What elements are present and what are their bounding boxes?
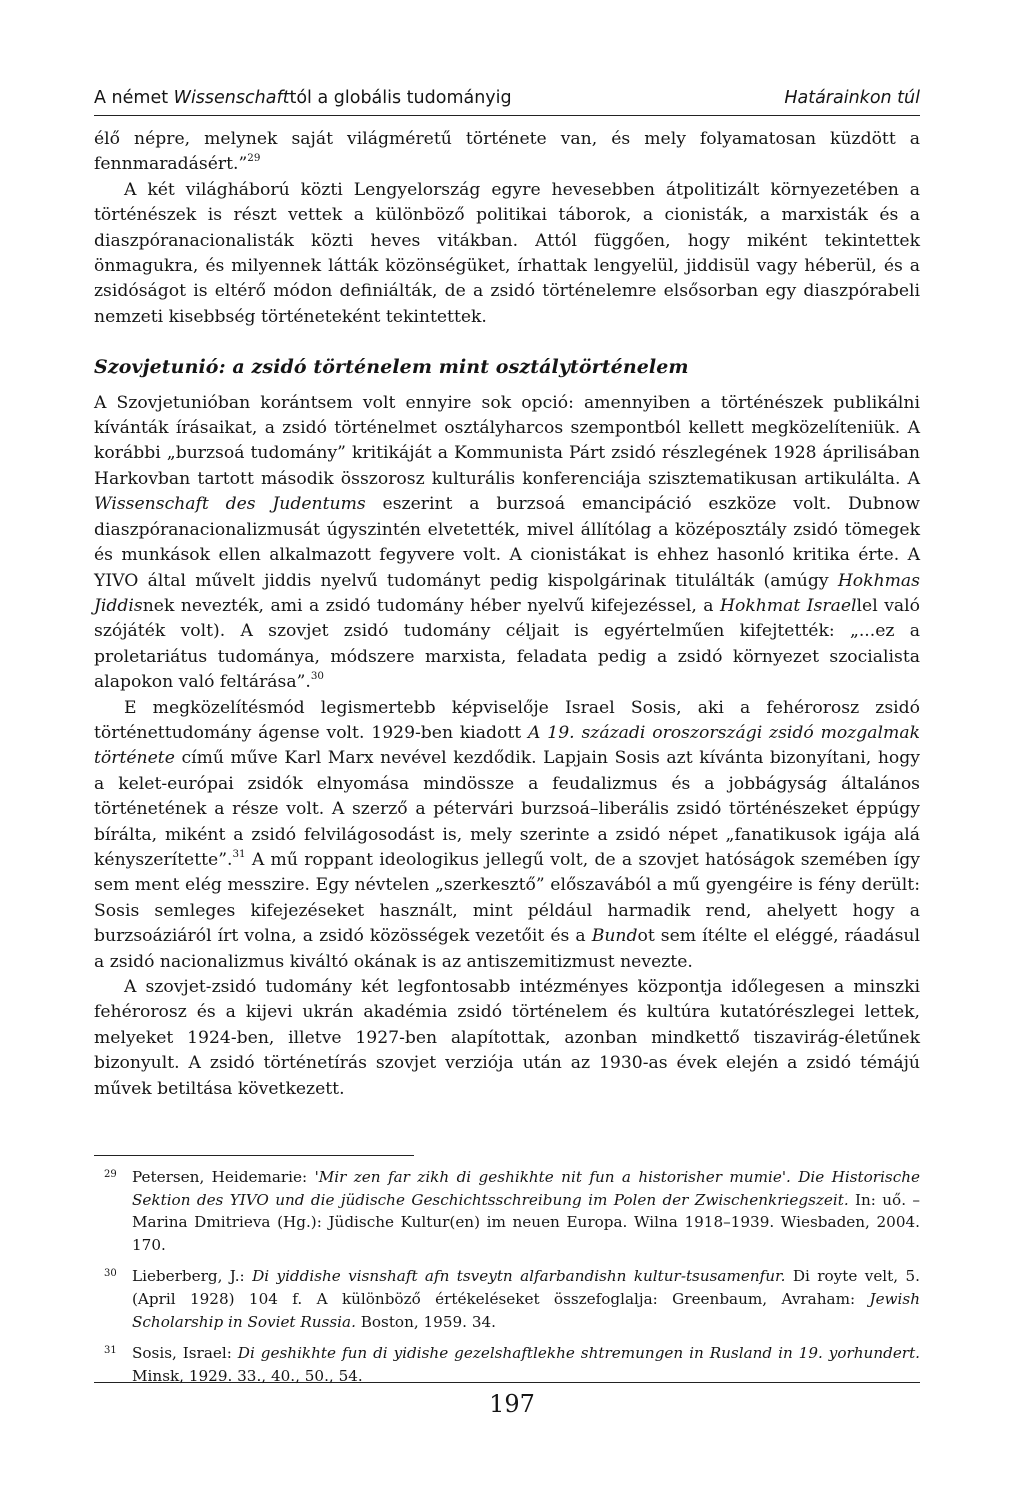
footer-divider xyxy=(94,1382,920,1383)
paragraph-poland: A két világháború közti Lengyelország egyre hevesebben átpolitizált környezetében a történészek is részt vettek a különböző politikai táborok, a cionisták, a marxisták és a diaszpóranacionalisták közti heves vitákban. Attól függően, hogy miként tekintettek önmagukra, és milyennek látták közönségüket, írhattak lengyelül, jiddisül vagy héberül, és a zsidóságot is eltérő módon definiálták, de a zsidó történelemre elsősorban egy diaszpórabeli nemzeti kisebbség történeteként tekintettek. xyxy=(94,179,920,327)
footnotes xyxy=(94,1166,920,1396)
paragraph-soviet-options: A Szovjetunióban korántsem volt ennyire sok opció: amennyiben a történészek publikálni kívánták írásaikat, a zsidó történelmet osztályharcos szempontból kellett megközelíteniük. A korábbi „burzsoá tudomány” kritikáját a Kommunista Párt zsidó részlegének 1928 áprilisában Harkovban tartott második összorosz kulturális konferenciája szisztematikusan artikulálta. A Wissenschaft des Judentums eszerint a burzsoá emancipáció eszköze volt. Dubnow diaszpóranacionalizmusát úgyszintén elvetették, mivel állítólag a középosztály zsidó tömegek és munkások ellen alkalmazott fegyvere volt. A cionistákat is ehhez hasonló kritika érte. A YIVO által művelt jiddis nyelvű tudományt pedig kispolgárinak titulálták (amúgy Hokhmas Jiddisnek nevezték, ami a zsidó tudomány héber nyelvű kifejezéssel, a Hokhmat Israellel való szójáték volt). A szovjet zsidó tudomány céljait is egyértelműen kifejtették: „...ez a proletariátus tudománya, módszere marxista, feladata pedig a zsidó környezet szocialista alapokon való feltárása”.$^{30}$ xyxy=(94,392,920,693)
footnote-30: 30 Lieberberg, J.: Di yiddishe visnshaft afn tsveytn alfarbandishn kultur-tsusamenfur. Di royte velt, 5. (April 1928) 104 f. A különböző értékeléseket összefoglalja: Greenbaum, Avraham: Jewish Scholarship in Soviet Russia. Boston, 1959. 34. xyxy=(94,1265,920,1333)
footnote-divider xyxy=(94,1155,414,1156)
footnote-number: 30 xyxy=(104,1268,117,1280)
footnote-31: 31 Sosis, Israel: Di geshikhte fun di yidishe gezelshaftlekhe shtremungen in Rusland in 19. yorhundert. Minsk, 1929. 33., 40., 50., 54. xyxy=(94,1342,920,1387)
paragraph-continued: élő népre, melynek saját világméretű története van, és mely folyamatosan küzdött a fennmaradásért.”$^{29}$ xyxy=(94,129,920,175)
footnote-ref-29: 29 xyxy=(247,152,261,165)
paragraph-sosis: E megközelítésmód legismertebb képviselője Israel Sosis, aki a fehérorosz zsidó történettudomány ágense volt. 1929-ben kiadott A 19. századi oroszországi zsidó mozgalmak története című műve Karl Marx nevével kezdődik. Lapjain Sosis azt kívánta bizonyítani, hogy a kelet-európai zsidók elnyomása mindössze a feudalizmus és a jobbágyság általános történetének a része volt. A szerző a pétervári burzsoá–liberális zsidó történészeket éppúgy bírálta, miként a zsidó felvilágosodást is, mely szerinte a zsidó népet „fanatikusok igája alá kényszerítette”.$^{31}$ A mű roppant ideologikus jellegű volt, de a szovjet hatóságok szemében így sem ment elég messzire. Egy névtelen „szerkesztő” előszavából a mű gyengéire is fény derült: Sosis semleges kifejezéseket használt, mint például harmadik rend, ahelyett hogy a burzsoáziáról írt volna, a zsidó közösségek vezetőit és a Bundot sem ítélte el eléggé, ráadásul a zsidó nacionalizmus kiváltó okának is az antiszemitizmust nevezte. xyxy=(94,697,920,972)
running-header xyxy=(94,88,920,116)
footnote-number: 29 xyxy=(104,1169,117,1180)
footnote-ref-30: 30 xyxy=(310,669,324,682)
section-heading: Szovjetunió: a zsidó történelem mint osztálytörténelem xyxy=(94,356,689,379)
page-number: 197 xyxy=(489,1390,535,1418)
paragraph-institutions: A szovjet-zsidó tudomány két legfontosabb intézményes központja időlegesen a minszki fehérorosz és a kijevi ukrán akadémia zsidó történelem és kultúra kutatórészlegei lettek, melyeket 1924-ben, illetve 1927-ben alapítottak, azonban mindkettő tiszavirág-életűnek bizonyult. A zsidó történetírás szovjet verziója után az 1930-as évek elején a zsidó témájú művek betiltása következett. xyxy=(94,977,920,1099)
footnote-29: 29 Petersen, Heidemarie: 'Mir zen far zikh di geshikhte nit fun a historisher mumie'. Die Historische Sektion des YIVO und die jüdische Geschichtsschreibung im Polen der Zwischenkriegszeit. In: uő. – Marina Dmitrieva (Hg.): Jüdische Kultur(en) im neuen Europa. Wilna 1918–1939. Wiesbaden, 2004. 170. xyxy=(94,1166,920,1256)
footnote-ref-31: 31 xyxy=(232,847,246,860)
running-header-section: Határainkon túl xyxy=(784,88,920,108)
running-header-title: A német Wissenschafttól a globális tudományig xyxy=(94,88,512,108)
footnote-number: 31 xyxy=(104,1345,117,1357)
body-text xyxy=(94,127,920,1102)
